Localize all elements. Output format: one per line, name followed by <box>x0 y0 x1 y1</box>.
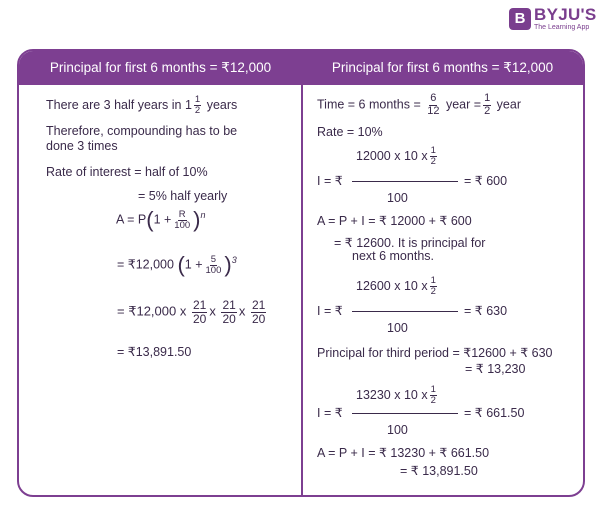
interest2-lhs: I = ₹ <box>317 304 343 318</box>
numerator: 6 <box>430 92 437 104</box>
left-final-amount: = ₹13,891.50 <box>117 345 192 359</box>
interest2-denominator: 100 <box>387 321 408 335</box>
right-line-amount1: A = P + I = ₹ 12000 + ₹ 600 <box>317 214 472 228</box>
text: 1 + <box>153 212 172 227</box>
denominator: 2 <box>194 104 201 116</box>
paren: ) <box>224 252 232 277</box>
interest1-denominator: 100 <box>387 191 408 205</box>
fraction <box>221 299 236 325</box>
text: x <box>209 303 216 319</box>
fraction <box>483 93 491 117</box>
interest2-fraction-bar <box>352 311 458 312</box>
fraction <box>251 299 266 325</box>
numerator: 1 <box>430 384 436 395</box>
exponent: n <box>200 210 206 221</box>
right-line-third-principal-value: = ₹ 13,230 <box>465 362 526 376</box>
logo-text <box>534 6 597 31</box>
right-line-next-months: next 6 months. <box>352 249 434 263</box>
numerator: 1 <box>430 145 436 156</box>
right-line-principal-note: = ₹ 12600. It is principal for <box>334 236 486 250</box>
right-line-time <box>317 93 521 117</box>
numerator: 21 <box>192 298 207 312</box>
text: 12600 x 10 x <box>356 278 428 293</box>
denominator: 2 <box>430 394 436 406</box>
exponent: 3 <box>231 255 237 266</box>
logo-mark-icon: B <box>509 8 531 30</box>
denominator: 100 <box>174 219 191 231</box>
numerator: 21 <box>251 298 266 312</box>
denominator: 20 <box>222 311 236 326</box>
interest1-numerator <box>356 146 439 167</box>
fraction <box>205 255 223 276</box>
text: year = <box>445 97 482 112</box>
fraction <box>173 210 191 231</box>
interest2-numerator <box>356 276 439 297</box>
interest3-result: = ₹ 661.50 <box>464 406 525 420</box>
interest1-fraction-bar <box>352 181 458 182</box>
fraction <box>192 299 207 325</box>
table-body <box>19 85 583 497</box>
paren: ( <box>177 252 185 277</box>
numerator: 1 <box>194 94 201 105</box>
brand-tagline: The Learning App <box>534 24 590 31</box>
text: Time = 6 months = <box>317 97 421 112</box>
text: = ₹12,000 <box>117 257 174 272</box>
interest2-result: = ₹ 630 <box>464 304 508 318</box>
header-right: Principal for first 6 months = ₹12,000 <box>331 60 554 75</box>
interest3-lhs: I = ₹ <box>317 406 343 420</box>
fraction <box>430 276 437 297</box>
text: 1 <box>184 97 192 112</box>
right-line-final-value: = ₹ 13,891.50 <box>400 464 478 478</box>
left-line-rate: Rate of interest = half of 10% <box>46 165 208 179</box>
interest3-numerator <box>356 385 439 406</box>
paren: ) <box>193 207 201 232</box>
fraction <box>430 146 437 167</box>
text: years <box>203 97 238 112</box>
denominator: 20 <box>192 311 207 326</box>
numerator: 21 <box>222 298 236 312</box>
brand-name: BYJU'S <box>534 5 597 24</box>
header-left: Principal for first 6 months = ₹12,000 <box>49 60 272 75</box>
numerator: 1 <box>430 275 436 286</box>
denominator: 20 <box>251 311 266 326</box>
right-line-amount-final: A = P + I = ₹ 13230 + ₹ 661.50 <box>317 446 490 460</box>
text: 13230 x 10 x <box>356 387 428 402</box>
interest1-result: = ₹ 600 <box>464 174 508 188</box>
interest3-denominator: 100 <box>387 423 408 437</box>
left-formula-general <box>116 209 206 231</box>
left-line-therefore: Therefore, compounding has to be <box>46 124 238 138</box>
fraction <box>194 95 201 116</box>
denominator: 12 <box>427 104 440 117</box>
text: A = P <box>116 212 147 227</box>
solution-table <box>17 49 585 497</box>
text: There are 3 half years in <box>46 97 185 112</box>
denominator: 2 <box>430 285 436 297</box>
right-line-third-principal: Principal for third period = ₹12600 + ₹ 630 <box>317 346 553 360</box>
text: 1 + <box>184 257 203 272</box>
denominator: 2 <box>484 104 491 117</box>
fraction <box>426 93 440 117</box>
left-formula-product <box>117 299 268 325</box>
left-line-half-yearly: = 5% half yearly <box>138 189 228 203</box>
left-line-half-years <box>46 95 237 116</box>
numerator: 5 <box>210 253 217 265</box>
text: 12000 x 10 x <box>356 148 428 163</box>
interest1-lhs: I = ₹ <box>317 174 343 188</box>
left-formula-substituted <box>117 254 237 276</box>
denominator: 2 <box>430 155 436 167</box>
numerator: 1 <box>484 92 491 104</box>
interest3-fraction-bar <box>352 413 458 414</box>
numerator: R <box>178 208 186 220</box>
right-line-rate: Rate = 10% <box>317 125 383 139</box>
brand-logo <box>509 6 597 31</box>
text: = ₹12,000 x <box>117 303 187 319</box>
text: year <box>496 97 521 112</box>
left-line-done-3-times: done 3 times <box>46 139 118 153</box>
paren: ( <box>146 207 154 232</box>
text: x <box>238 303 246 319</box>
denominator: 100 <box>205 264 222 276</box>
table-header <box>19 51 583 85</box>
fraction <box>430 385 437 406</box>
